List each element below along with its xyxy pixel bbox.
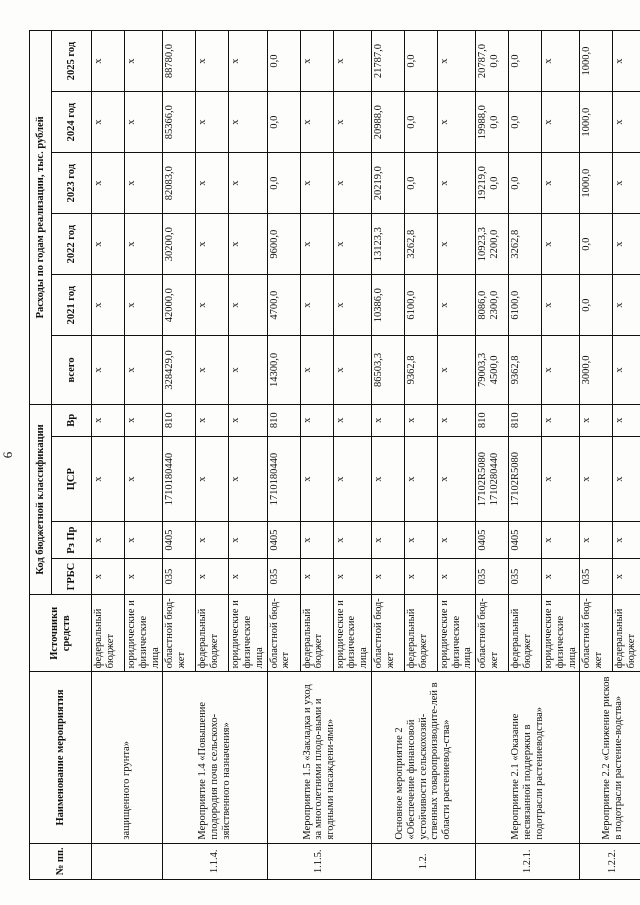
rotated-content (0, 30, 637, 880)
funding-source: федеральный бюджет (613, 595, 640, 672)
cell-y2024: 0,0 (267, 92, 300, 153)
table-row (580, 31, 613, 880)
funding-source: федеральный бюджет (404, 595, 437, 672)
cell-y2023: 82083,0 (163, 153, 196, 214)
cell-csr: 17102R5080 (509, 436, 542, 522)
cell-y2022: 9600,0 (267, 214, 300, 275)
cell-vr: х (92, 404, 125, 436)
cell-y2023: 20219,0 (371, 153, 404, 214)
cell-y2022: х (196, 214, 229, 275)
cell-y2023: х (613, 153, 640, 214)
cell-y2025: х (125, 31, 163, 92)
cell-y2023: х (333, 153, 371, 214)
cell-vr: 810 (163, 404, 196, 436)
cell-y2021: х (437, 275, 475, 336)
cell-rzpr: х (437, 522, 475, 558)
cell-rzpr: х (333, 522, 371, 558)
cell-y2024: х (196, 92, 229, 153)
cell-vr: х (437, 404, 475, 436)
table-row (371, 31, 404, 880)
cell-y2022: х (125, 214, 163, 275)
funding-source: федеральный бюджет (509, 595, 542, 672)
cell-total: 3000,0 (580, 336, 613, 405)
cell-y2021: 6100,0 (509, 275, 542, 336)
cell-csr: 1710180440 (267, 436, 300, 522)
cell-grbs: х (300, 558, 333, 594)
cell-vr: х (196, 404, 229, 436)
funding-source: областной бюд-жет (163, 595, 196, 672)
activity-name: Мероприятие 1.4 «Повышение плодородия почв сельскохо-зяйственного назначения» (163, 672, 267, 843)
cell-y2021: х (542, 275, 580, 336)
cell-y2025: 0,0 (404, 31, 437, 92)
cell-rzpr: 0405 (509, 522, 542, 558)
cell-vr: 810 (476, 404, 509, 436)
cell-y2024: х (333, 92, 371, 153)
cell-y2023: х (229, 153, 267, 214)
cell-csr: 1710180440 (163, 436, 196, 522)
header-csr: ЦСР (52, 436, 92, 522)
cell-y2025: х (300, 31, 333, 92)
cell-grbs: х (196, 558, 229, 594)
cell-csr: х (613, 436, 640, 522)
cell-vr: х (300, 404, 333, 436)
funding-source: юридические и физические лица (437, 595, 475, 672)
header-2025: 2025 год (52, 31, 92, 92)
funding-source: областной бюд-жет (371, 595, 404, 672)
funding-source: юридические и физические лица (333, 595, 371, 672)
cell-y2025: х (196, 31, 229, 92)
header-2024: 2024 год (52, 92, 92, 153)
cell-y2024: х (437, 92, 475, 153)
cell-y2024: х (613, 92, 640, 153)
header-2022: 2022 год (52, 214, 92, 275)
cell-grbs: 035 (476, 558, 509, 594)
header-2023: 2023 год (52, 153, 92, 214)
cell-y2024: 1000,0 (580, 92, 613, 153)
cell-y2024: х (300, 92, 333, 153)
cell-y2022: 13123,3 (371, 214, 404, 275)
cell-rzpr: х (196, 522, 229, 558)
header-num: № пп. (30, 843, 92, 879)
cell-vr: 810 (267, 404, 300, 436)
cell-y2022: 30200,0 (163, 214, 196, 275)
cell-grbs: х (92, 558, 125, 594)
cell-y2022: 3262,8 (404, 214, 437, 275)
cell-rzpr: х (125, 522, 163, 558)
cell-y2021: 0,0 (580, 275, 613, 336)
header-rzpr: Рз Пр (52, 522, 92, 558)
cell-total: х (613, 336, 640, 405)
funding-source: федеральный бюджет (92, 595, 125, 672)
cell-grbs: х (125, 558, 163, 594)
cell-vr: х (229, 404, 267, 436)
cell-y2022: 0,0 (580, 214, 613, 275)
cell-y2022: х (229, 214, 267, 275)
header-2021: 2021 год (52, 275, 92, 336)
cell-rzpr: 0405 (267, 522, 300, 558)
cell-y2021: х (613, 275, 640, 336)
cell-y2022: х (92, 214, 125, 275)
cell-y2024: х (92, 92, 125, 153)
funding-source: областной бюд-жет (476, 595, 509, 672)
cell-csr: х (92, 436, 125, 522)
table-row (163, 31, 196, 880)
funding-source: федеральный бюджет (300, 595, 333, 672)
cell-y2023: 0,0 (509, 153, 542, 214)
cell-y2024: х (229, 92, 267, 153)
cell-y2024: х (125, 92, 163, 153)
funding-source: юридические и физические лица (542, 595, 580, 672)
table-body (92, 31, 640, 880)
page-number: 6 (0, 451, 15, 459)
cell-y2021: х (229, 275, 267, 336)
cell-y2024: 0,0 (404, 92, 437, 153)
cell-y2021: 4700,0 (267, 275, 300, 336)
cell-y2023: х (196, 153, 229, 214)
cell-vr: 810 (509, 404, 542, 436)
cell-y2021: х (300, 275, 333, 336)
table-row (476, 31, 509, 880)
cell-total: х (229, 336, 267, 405)
cell-grbs: х (613, 558, 640, 594)
cell-y2024: 0,0 (509, 92, 542, 153)
cell-csr: х (196, 436, 229, 522)
activity-name: Мероприятие 1.5 «Закладка и уход за многолетними плодо-выми и ягодными насаждени-ями» (267, 672, 371, 843)
table-row (92, 31, 125, 880)
cell-grbs: х (371, 558, 404, 594)
cell-y2023: 0,0 (267, 153, 300, 214)
header-total: всего (52, 336, 92, 405)
cell-total: х (542, 336, 580, 405)
funding-source: областной бюд-жет (267, 595, 300, 672)
header-source: Источники средств (30, 595, 92, 672)
cell-rzpr: х (92, 522, 125, 558)
cell-grbs: х (542, 558, 580, 594)
cell-y2025: х (92, 31, 125, 92)
cell-csr: 17102R5080 1710280440 (476, 436, 509, 522)
cell-vr: х (371, 404, 404, 436)
cell-csr: х (580, 436, 613, 522)
funding-source: юридические и физические лица (229, 595, 267, 672)
cell-vr: х (580, 404, 613, 436)
cell-y2021: х (333, 275, 371, 336)
activity-name: защищенного грунта» (92, 672, 163, 843)
cell-y2025: 1000,0 (580, 31, 613, 92)
cell-rzpr: х (613, 522, 640, 558)
row-number: 1.1.4. (163, 843, 267, 879)
cell-vr: х (125, 404, 163, 436)
cell-rzpr: х (542, 522, 580, 558)
cell-rzpr: х (371, 522, 404, 558)
cell-y2023: х (437, 153, 475, 214)
row-number: 1.2.2. (580, 843, 640, 879)
cell-csr: х (437, 436, 475, 522)
cell-y2023: 19219,0 0,0 (476, 153, 509, 214)
cell-total: х (125, 336, 163, 405)
cell-y2022: х (333, 214, 371, 275)
cell-y2022: х (437, 214, 475, 275)
cell-y2021: х (92, 275, 125, 336)
cell-csr: х (542, 436, 580, 522)
cell-y2021: х (125, 275, 163, 336)
cell-y2025: х (333, 31, 371, 92)
cell-y2025: х (542, 31, 580, 92)
cell-y2021: 6100,0 (404, 275, 437, 336)
cell-y2024: 20988,0 (371, 92, 404, 153)
cell-y2022: х (300, 214, 333, 275)
cell-y2023: х (542, 153, 580, 214)
cell-grbs: х (437, 558, 475, 594)
funding-source: федеральный бюджет (196, 595, 229, 672)
cell-total: 9362,8 (509, 336, 542, 405)
cell-y2024: х (542, 92, 580, 153)
cell-total: 79003,3 4500,0 (476, 336, 509, 405)
cell-total: 86503,3 (371, 336, 404, 405)
header-grbs: ГРБС (52, 558, 92, 594)
cell-y2025: х (437, 31, 475, 92)
cell-y2025: 88780,0 (163, 31, 196, 92)
cell-y2022: 10923,3 2200,0 (476, 214, 509, 275)
cell-y2025: 21787,0 (371, 31, 404, 92)
cell-vr: х (613, 404, 640, 436)
cell-csr: х (229, 436, 267, 522)
cell-y2021: 8086,0 2300,0 (476, 275, 509, 336)
funding-source: юридические и физические лица (125, 595, 163, 672)
activity-name: Мероприятие 2.2 «Снижение рисков в подотрасли растение-водства» (580, 672, 640, 843)
budget-table (29, 30, 640, 880)
cell-vr: х (404, 404, 437, 436)
cell-y2023: х (125, 153, 163, 214)
cell-grbs: 035 (163, 558, 196, 594)
cell-y2021: 42000,0 (163, 275, 196, 336)
cell-y2022: х (542, 214, 580, 275)
table-row (267, 31, 300, 880)
activity-name: Мероприятие 2.1 «Оказание несвязанной поддержки в подотрасли растениеводства» (476, 672, 580, 843)
cell-y2023: 0,0 (404, 153, 437, 214)
cell-rzpr: х (229, 522, 267, 558)
cell-rzpr: х (300, 522, 333, 558)
cell-y2023: 1000,0 (580, 153, 613, 214)
cell-y2023: х (92, 153, 125, 214)
cell-y2022: 3262,8 (509, 214, 542, 275)
cell-rzpr: 0405 (163, 522, 196, 558)
cell-csr: х (125, 436, 163, 522)
cell-y2024: 85366,0 (163, 92, 196, 153)
cell-total: х (92, 336, 125, 405)
activity-name: Основное мероприятие 2 «Обеспечение финансовой устойчивости сельскохозяй-ственных товаропроизводите-лей в области растениевод-ства» (371, 672, 475, 843)
cell-total: 9362,8 (404, 336, 437, 405)
cell-rzpr: х (580, 522, 613, 558)
cell-grbs: 035 (509, 558, 542, 594)
row-number: 1.1.5. (267, 843, 371, 879)
header-vr: Вр (52, 404, 92, 436)
cell-csr: х (300, 436, 333, 522)
header-name: Наименование мероприятия (30, 672, 92, 843)
cell-y2021: 10386,0 (371, 275, 404, 336)
cell-csr: х (371, 436, 404, 522)
cell-total: х (300, 336, 333, 405)
cell-y2025: 20787,0 0,0 (476, 31, 509, 92)
row-number (92, 843, 163, 879)
cell-y2023: х (300, 153, 333, 214)
row-number: 1.2. (371, 843, 475, 879)
cell-csr: х (404, 436, 437, 522)
cell-total: х (437, 336, 475, 405)
cell-y2022: х (613, 214, 640, 275)
cell-y2025: 0,0 (267, 31, 300, 92)
cell-y2025: х (229, 31, 267, 92)
cell-grbs: х (333, 558, 371, 594)
cell-grbs: 035 (580, 558, 613, 594)
cell-y2025: х (613, 31, 640, 92)
header-expenses: Расходы по годам реализации, тыс. рублей (30, 31, 52, 405)
cell-vr: х (333, 404, 371, 436)
row-number: 1.2.1. (476, 843, 580, 879)
header-budget-code: Код бюджетной классификации (30, 404, 52, 595)
cell-y2021: х (196, 275, 229, 336)
cell-csr: х (333, 436, 371, 522)
cell-grbs: 035 (267, 558, 300, 594)
cell-vr: х (542, 404, 580, 436)
cell-total: 328429,0 (163, 336, 196, 405)
funding-source: областной бюд-жет (580, 595, 613, 672)
cell-total: х (196, 336, 229, 405)
cell-rzpr: 0405 (476, 522, 509, 558)
cell-y2025: 0,0 (509, 31, 542, 92)
cell-total: х (333, 336, 371, 405)
cell-rzpr: х (404, 522, 437, 558)
cell-grbs: х (229, 558, 267, 594)
cell-y2024: 19988,0 0,0 (476, 92, 509, 153)
cell-grbs: х (404, 558, 437, 594)
cell-total: 14300,0 (267, 336, 300, 405)
